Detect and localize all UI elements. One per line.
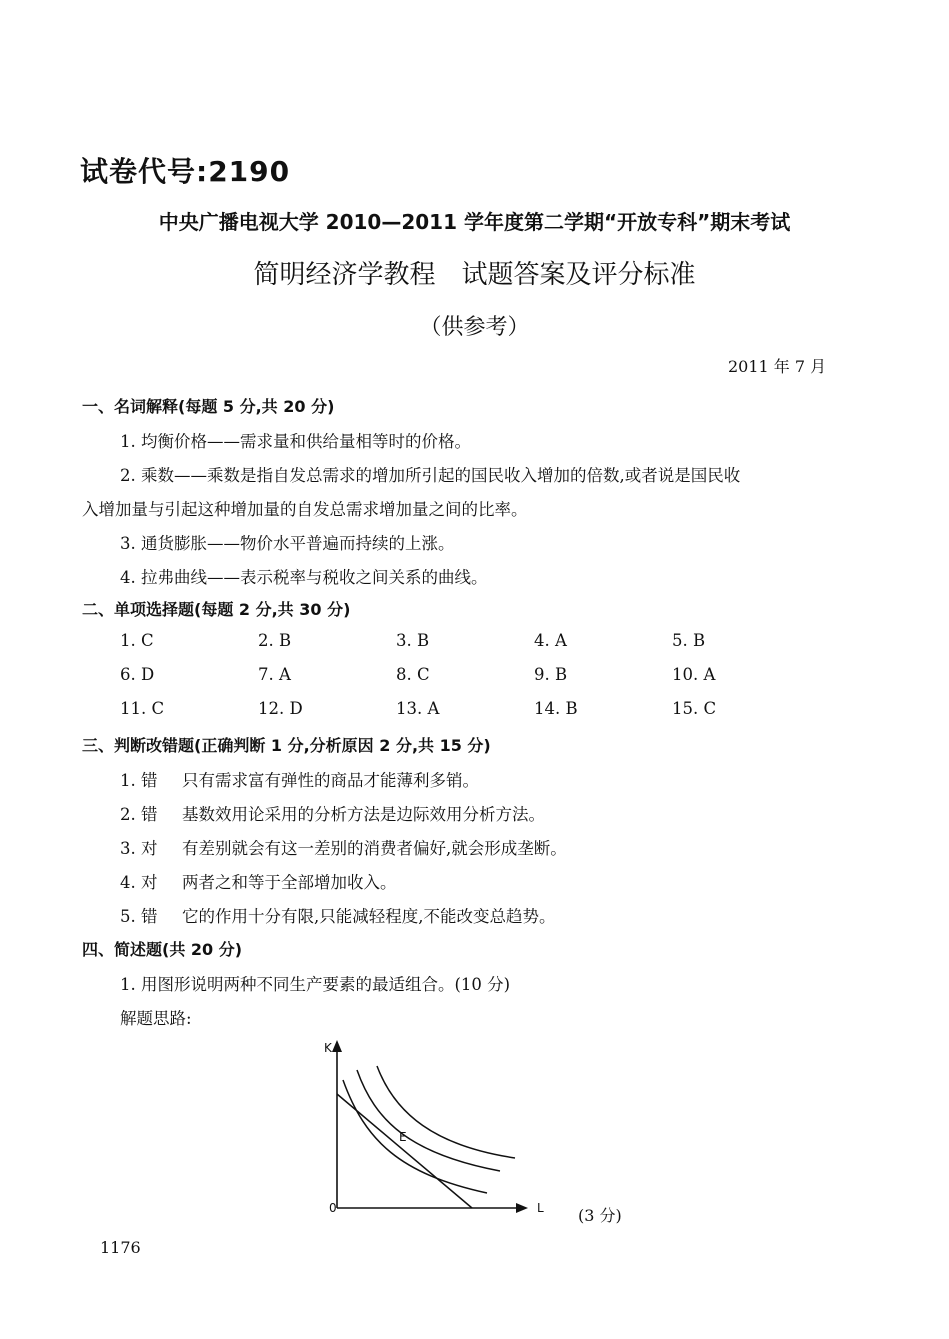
definition-item: 4. 拉弗曲线——表示税率与税收之间关系的曲线。 <box>120 568 488 587</box>
equilibrium-point-label: E <box>399 1130 407 1144</box>
judgement-reason: 有差别就会有这一差别的消费者偏好,就会形成垄断。 <box>182 839 567 858</box>
choice-answer: 1. C <box>120 631 154 650</box>
judgement-reason: 基数效用论采用的分析方法是边际效用分析方法。 <box>182 805 545 824</box>
exam-date: 2011 年 7 月 <box>728 357 827 376</box>
definition-item: 2. 乘数——乘数是指自发总需求的增加所引起的国民收入增加的倍数,或者说是国民收 <box>120 466 741 485</box>
judgement-reason: 两者之和等于全部增加收入。 <box>182 873 397 892</box>
choice-answer: 2. B <box>258 631 292 650</box>
y-axis-arrow <box>332 1040 342 1052</box>
section-3-heading: 三、判断改错题(正确判断 1 分,分析原因 2 分,共 15 分) <box>82 736 491 755</box>
isoquant-curve-middle <box>357 1070 500 1171</box>
judgement-item <box>120 801 545 825</box>
document-title: 简明经济学教程 试题答案及评分标准 <box>253 260 696 290</box>
choice-answer: 10. A <box>672 665 716 684</box>
reference-note: （供参考） <box>419 315 530 340</box>
optimal-combination-diagram <box>315 1036 555 1221</box>
choice-answer: 7. A <box>258 665 291 684</box>
judgement-reason: 只有需求富有弹性的商品才能薄利多销。 <box>182 771 479 790</box>
choice-answer: 11. C <box>120 699 165 718</box>
choice-answers-grid <box>120 631 820 733</box>
x-axis-label: L <box>537 1201 544 1215</box>
judgement-reason: 它的作用十分有限,只能减轻程度,不能改变总趋势。 <box>182 907 556 926</box>
diagram-score: (3 分) <box>578 1206 622 1225</box>
judgement-item <box>120 869 397 893</box>
exam-code: 试卷代号:2190 <box>80 155 291 188</box>
section-2-heading: 二、单项选择题(每题 2 分,共 30 分) <box>82 600 351 619</box>
choice-answer: 6. D <box>120 665 155 684</box>
choice-answer: 12. D <box>258 699 303 718</box>
judgement-item <box>120 835 567 859</box>
section-1-heading: 一、名词解释(每题 5 分,共 20 分) <box>82 397 335 416</box>
judgement-item <box>120 903 556 927</box>
choice-answer: 13. A <box>396 699 440 718</box>
essay-question: 1. 用图形说明两种不同生产要素的最适组合。(10 分) <box>120 975 511 994</box>
isoquant-curve-low <box>343 1080 487 1193</box>
exam-title: 中央广播电视大学 2010—2011 学年度第二学期“开放专科”期末考试 <box>158 210 791 234</box>
judgement-mark: 5. 错 <box>120 907 158 926</box>
choice-answer: 4. A <box>534 631 567 650</box>
choice-answer: 5. B <box>672 631 706 650</box>
solution-hint-label: 解题思路: <box>120 1009 192 1028</box>
choice-answer: 14. B <box>534 699 578 718</box>
choice-answer: 3. B <box>396 631 430 650</box>
section-4-heading: 四、简述题(共 20 分) <box>82 940 243 959</box>
judgement-mark: 1. 错 <box>120 771 158 790</box>
choice-answer: 9. B <box>534 665 568 684</box>
definition-item: 1. 均衡价格——需求量和供给量相等时的价格。 <box>120 432 471 451</box>
choice-answer: 15. C <box>672 699 717 718</box>
judgement-item <box>120 767 479 791</box>
choice-answer: 8. C <box>396 665 430 684</box>
y-axis-label: K <box>324 1041 332 1055</box>
definition-item: 3. 通货膨胀——物价水平普遍而持续的上涨。 <box>120 534 455 553</box>
origin-label: 0 <box>329 1201 337 1215</box>
page-number: 1176 <box>100 1238 141 1257</box>
x-axis-arrow <box>516 1203 528 1213</box>
isoquant-curve-high <box>377 1066 515 1158</box>
judgement-mark: 3. 对 <box>120 839 158 858</box>
judgement-mark: 4. 对 <box>120 873 158 892</box>
definition-item-continued: 入增加量与引起这种增加量的自发总需求增加量之间的比率。 <box>82 500 528 519</box>
judgement-mark: 2. 错 <box>120 805 158 824</box>
